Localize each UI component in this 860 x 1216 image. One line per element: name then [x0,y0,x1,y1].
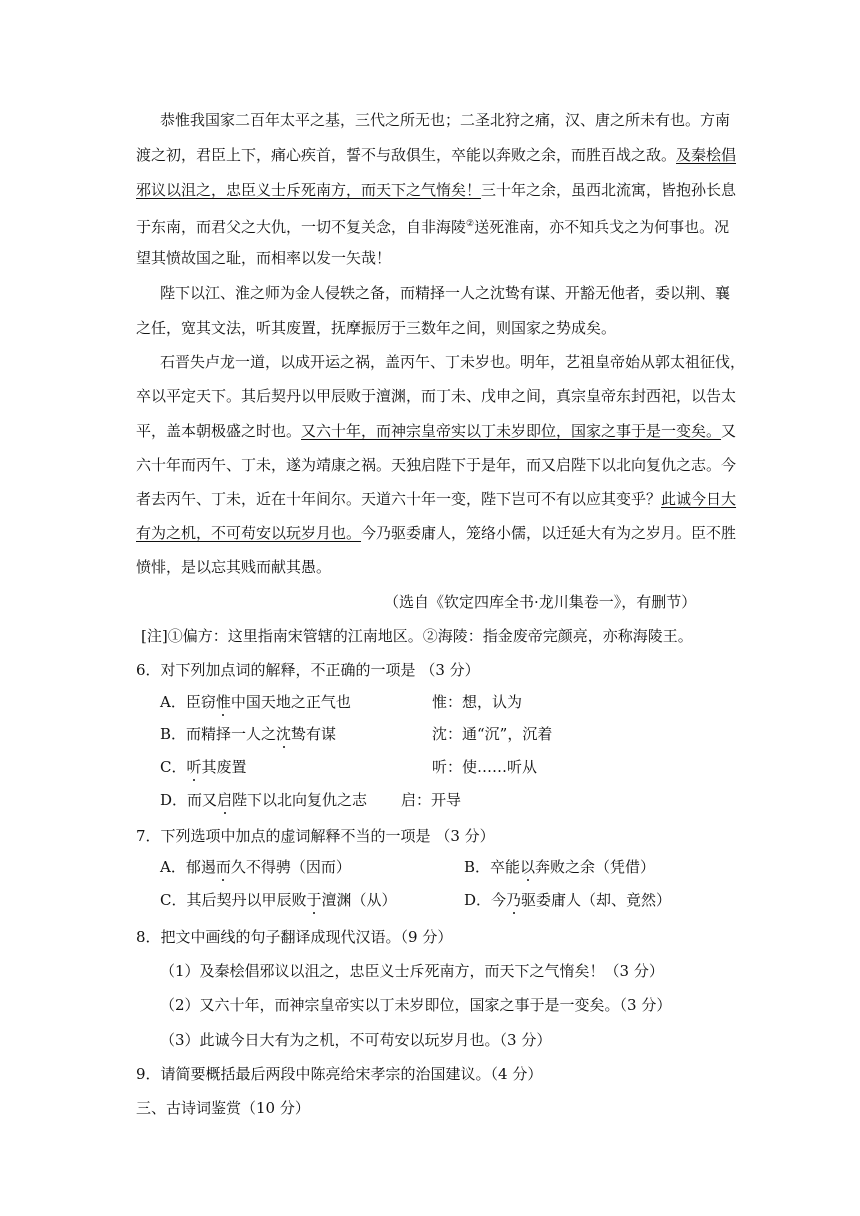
underlined-sentence-2: 又六十年，而神宗皇帝实以丁未岁即位，国家之事于是一变矣。 [301,422,722,440]
passage-p1-line4 [136,214,729,237]
passage-source: （选自《钦定四库全书·龙川集卷一》，有删节） [384,593,697,611]
q6-option-b-answer: 沈：通“沉”，沉着 [432,725,553,743]
option-text: 驱委庸人（却、竟然） [521,891,672,909]
passage-p1-line2 [136,145,736,165]
option-text: D．今 [464,891,507,909]
emphasis-dot-word: 沈 [276,725,292,743]
passage-text: 今乃驱委庸人，笼络小儒，以迁延大有为之岁月。臣不胜 [361,524,737,542]
q9-stem: 9．请简要概括最后两段中陈亮给宋孝宗的治国建议。（4 分） [136,1065,543,1083]
option-text: 中国天地之正气也 [230,693,351,711]
option-text: 久不得骋（因而） [230,858,351,876]
option-text: 奔败之余（凭借） [535,858,656,876]
passage-notes: [注]①偏方：这里指南宋管辖的江南地区。②海陵：指金废帝完颜亮，亦称海陵王。 [141,627,693,645]
option-text: 陛下以北向复仇之志 [232,791,368,809]
passage-text: 三十年之余，虽西北流寓，皆抱孙长息 [481,181,737,199]
underlined-sentence-3: 有为之机，不可苟安以玩岁月也。 [136,524,362,542]
q7-option-c [160,890,397,910]
option-text: 澶渊（从） [321,891,397,909]
q6-option-d-answer: 启：开导 [401,791,462,809]
q6-option-d [160,790,367,810]
option-text: B．卒能 [464,858,521,876]
q7-option-d [464,890,671,910]
passage-p3-line4: 六十年而丙午、丁未，遂为靖康之祸。天独启陛下于是年，而又启陛下以北向复仇之志。今 [136,456,737,474]
passage-text: 者去丙午、丁未，近在十年间尔。天道六十年一变，陛下岂可不有以应其变乎？ [136,490,662,508]
passage-text: 渡之初，君臣上下，痛心疾首，誓不与敌俱生，卒能以奔败之余，而胜百战之敌。 [136,146,677,164]
q6-option-a-answer: 惟：想，认为 [432,693,523,711]
emphasis-dot-word: 乃 [506,891,522,909]
q7-stem: 7．下列选项中加点的虚词解释不当的一项是 （3 分） [136,827,495,845]
emphasis-dot-word: 听 [186,758,202,776]
option-text: 其废置 [201,758,247,776]
passage-p3-line2: 卒以平定天下。其后契丹以甲辰败于澶渊，而丁未、戊申之间，真宗皇帝东封西祀，以告太 [136,387,737,405]
q6-option-c [160,757,247,777]
option-text: C． [160,758,187,776]
option-text: A．臣窃 [160,693,216,711]
emphasis-dot-word: 启 [217,791,233,809]
passage-text: 送死淮南，亦不知兵戈之为何事也。况 [474,218,730,236]
option-text: 鸷有谋 [291,725,337,743]
q6-option-c-answer: 听：使……听从 [432,758,538,776]
passage-p3-line6 [136,523,736,543]
q6-option-b [160,724,336,744]
passage-p3-line5 [136,489,736,509]
passage-p3-line7: 愤悱，是以忘其贱而献其愚。 [136,558,332,576]
underlined-sentence-1: 邪议以沮之，忠臣义士斥死南方，而天下之气惰矣！ [136,181,482,199]
option-text: D．而又 [160,791,218,809]
option-text: B．而精择一人之 [160,725,277,743]
passage-p3-line1: 石晋失卢龙一道，以成开运之祸，盖丙午、丁未岁也。明年，艺祖皇帝始从郭太祖征伐， [160,353,746,371]
emphasis-dot-word: 惟 [215,693,231,711]
passage-p1-line1: 恭惟我国家二百年太平之基，三代之所无也；二圣北狩之痛，汉、唐之所未有也。方南 [160,111,731,129]
passage-p2-line2: 之任，宽其文法，听其废置，抚摩振厉于三数年之间，则国家之势成矣。 [136,319,617,337]
q7-option-b [464,857,655,877]
passage-p3-line3 [136,421,736,441]
emphasis-dot-word: 于 [306,891,322,909]
q7-option-a [160,857,351,877]
passage-p1-line5: 望其愤故国之耻，而相率以发一矢哉！ [136,249,392,267]
q8-sentence-2: （2）又六十年，而神宗皇帝实以丁未岁即位，国家之事于是一变矣。（3 分） [160,996,672,1014]
passage-text: 于东南，而君父之大仇，一切不复关念，自非海陵 [136,218,467,236]
underlined-sentence-3: 此诚今日大 [661,490,737,508]
footnote-marker: ② [466,219,475,229]
q8-stem: 8．把文中画线的句子翻译成现代汉语。（9 分） [136,928,453,946]
section-3-title: 三、古诗词鉴赏（10 分） [136,1099,310,1117]
passage-p2-line1: 陛下以江、淮之师为金人侵轶之备，而精择一人之沈鸷有谋、开豁无他者，委以荆、襄 [160,284,731,302]
q6-stem: 6．对下列加点词的解释，不正确的一项是 （3 分） [136,661,480,679]
passage-text: 平，盖本朝极盛之时也。 [136,422,302,440]
option-text: C．其后契丹以甲辰败 [160,891,307,909]
underlined-sentence-1: 及秦桧倡 [676,146,737,164]
emphasis-dot-word: 而 [215,858,231,876]
q8-sentence-3: （3）此诚今日大有为之机，不可苟安以玩岁月也。（3 分） [160,1031,552,1049]
q6-option-a [160,692,351,712]
passage-p1-line3 [136,180,736,200]
q8-sentence-1: （1）及秦桧倡邪议以沮之，忠臣义士斥死南方，而天下之气惰矣！（3 分） [160,962,664,980]
emphasis-dot-word: 以 [520,858,536,876]
option-text: A．郁遏 [160,858,216,876]
passage-text: 又 [721,422,737,440]
